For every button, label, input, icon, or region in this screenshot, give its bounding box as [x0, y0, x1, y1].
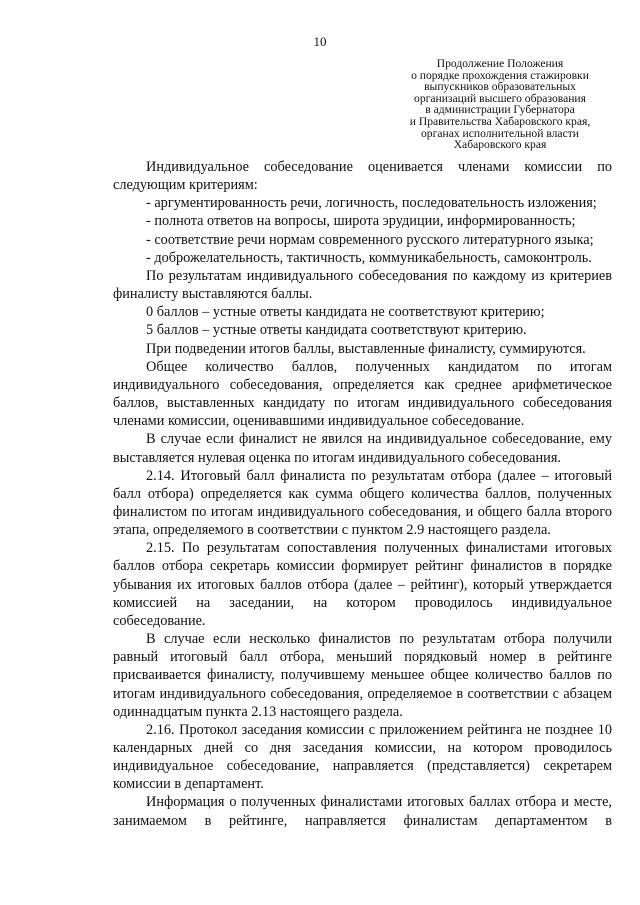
header-line: и Правительства Хабаровского края, — [409, 114, 591, 128]
header-line: Хабаровского края — [453, 138, 547, 152]
paragraph: При подведении итогов баллы, выставленные финалисту, суммируются. — [146, 340, 586, 357]
paragraph: - доброжелательность, тактичность, коммуникабельность, самоконтроль. — [146, 249, 592, 266]
paragraph: 2.16. Протокол заседания комиссии с приложением рейтинга не позднее 10 календарных дней со дня заседания комиссии, на котором проводилось индивидуальное собеседование, направляется (представляется) секретарем комиссии в департамент. — [113, 721, 612, 793]
header-line: выпускников образовательных — [424, 80, 576, 94]
header-line: о порядке прохождения стажировки — [411, 68, 589, 82]
paragraph: 0 баллов – устные ответы кандидата не соответствуют критерию; — [146, 304, 545, 321]
paragraph: Общее количество баллов, полученных кандидатом по итогам индивидуального собеседования, определяется как среднее арифметическое баллов, выставленных кандидату по итогам индивидуального собеседования членами комиссии, оценивавшими индивидуальное собеседование. — [113, 358, 612, 430]
header-line: организаций высшего образования — [414, 91, 586, 105]
header-line: органах исполнительной власти — [421, 126, 579, 140]
paragraph: 2.14. Итоговый балл финалиста по результатам отбора (далее – итоговый балл отбора) определяется как сумма общего количества баллов, полученных финалистом по итогам индивидуального собеседования, и общего балла второго этапа, определяемого в соответствии с пунктом 2.9 настоящего раздела. — [113, 467, 612, 539]
page-number: 10 — [313, 34, 327, 49]
paragraph: 5 баллов – устные ответы кандидата соответствуют критерию. — [146, 322, 527, 339]
document-body — [113, 158, 612, 830]
header-line: в администрации Губернатора — [425, 103, 575, 117]
paragraph: Информация о полученных финалистами итоговых баллах отбора и месте, занимаемом в рейтинге, направляется финалистам департаментом в — [113, 794, 612, 829]
paragraph: - полнота ответов на вопросы, широта эрудиции, информированность; — [146, 213, 576, 230]
paragraph: Индивидуальное собеседование оценивается членами комиссии по следующим критериям: — [113, 159, 612, 194]
document-header — [380, 58, 620, 151]
paragraph: - аргументированность речи, логичность, последовательность изложения; — [146, 195, 597, 212]
paragraph: В случае если несколько финалистов по результатам отбора получили равный итоговый балл отбора, меньший порядковый номер в рейтинге присваивается финалисту, получившему меньшее общее количество баллов по итогам индивидуального собеседования, определяемое в соответствии с абзацем одиннадцатым пункта 2.13 настоящего раздела. — [113, 631, 612, 720]
paragraph: По результатам индивидуального собеседования по каждому из критериев финалисту выставляются баллы. — [113, 267, 612, 303]
paragraph: 2.15. По результатам сопоставления полученных финалистами итоговых баллов отбора секретарь комиссии формирует рейтинг финалистов в порядке убывания их итоговых баллов отбора (далее – рейтинг), который утверждается комиссией на заседании, на котором проводилось индивидуальное собеседование. — [113, 540, 612, 629]
paragraph: - соответствие речи нормам современного русского литературного языка; — [146, 231, 594, 248]
paragraph: В случае если финалист не явился на индивидуальное собеседование, ему выставляется нулевая оценка по итогам индивидуального собеседования. — [113, 431, 612, 466]
header-line: Продолжение Положения — [436, 57, 564, 70]
